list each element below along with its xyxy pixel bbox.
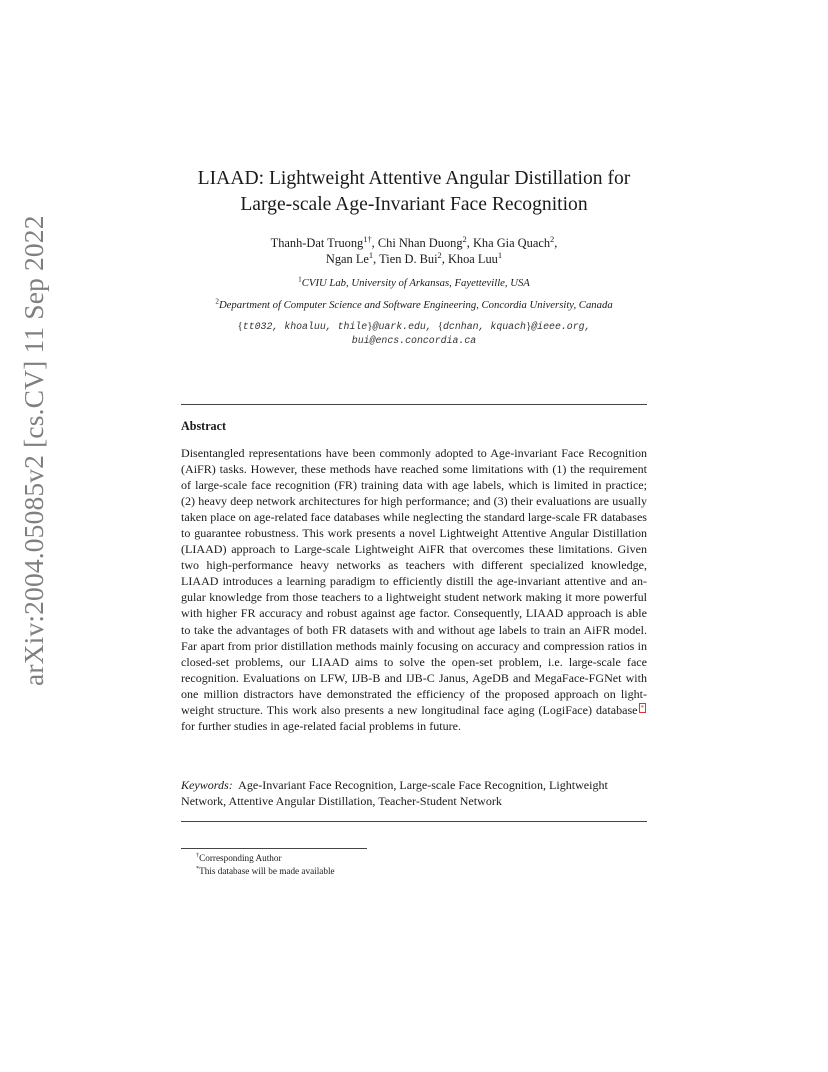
abstract-heading: Abstract: [181, 419, 227, 433]
abstract-text-end: for further studies in age-related facial problems in future.: [181, 718, 461, 733]
footnotes: [196, 852, 335, 878]
author-affil-mark: 2: [437, 249, 442, 260]
author-affil-mark: 2: [462, 233, 467, 244]
abstract-text: Disentangled representations have been commonly adopted to Age-invariant Face Recognition (AiFR) tasks. However, these methods have reached some limitations with (1) the requirement of large-scale face recognition (FR) training data with age labels, which is limited in practice; (2) heavy deep network architectures for high performance; and (3) their evaluations are usually taken place on age-related face databases while neglecting the standard large-scale FR databases to guarantee robustness. This work presents a novel Lightweight Attentive Angular Distillation (LIAAD) approach to Large-scale Lightweight AiFR that overcomes these limitations. Given two high-performance heavy networks as teachers with different specialized knowledge, LIAAD introduces a learning paradigm to efficiently distill the age-invariant attentive and angular knowledge from those teachers to a lightweight student network making it more powerful with higher FR accuracy and robust against age factor. Consequently, LIAAD approach is able to take the advantages of both FR datasets with and without age labels to train an AiFR model. Far apart from prior distillation methods mainly focusing on accuracy and compression ratios in closed-set problems, our LIAAD aims to solve the open-set problem, i.e. large-scale face recognition. Evaluations on LFW, IJB-B and IJB-C Janus, AgeDB and MegaFace-FGNet with one million distractors have demonstrated the efficiency of the proposed approach on light-weight structure. This work also presents a new longitudinal face aging (LogiFace) database: [181, 446, 647, 717]
author-affil-mark: 1: [497, 249, 503, 260]
footnote-1: [196, 852, 335, 865]
footnote-mark: †: [196, 851, 200, 859]
author-affil-mark: 2: [550, 233, 555, 244]
footnote-link[interactable]: *: [640, 703, 644, 712]
keywords-label: Keywords:: [181, 778, 233, 792]
keywords-text: Age-Invariant Face Recognition, Large-scale Face Recognition, Lightweight Network, Attentive Angular Distillation, Teacher-Student Network: [181, 778, 608, 808]
footnote-2: [196, 865, 335, 878]
affiliation-mark: 1: [298, 275, 302, 284]
author-affil-mark: 1: [368, 249, 374, 260]
affiliation-2: [60, 298, 768, 312]
email-group-2: dcnhan, kquach: [442, 321, 526, 332]
title-line-2: Large-scale Age-Invariant Face Recognition: [240, 194, 588, 215]
author-name: Khoa Luu: [447, 252, 498, 266]
author-name: Kha Gia Quach: [472, 236, 551, 250]
footnote-text: Corresponding Author: [199, 853, 282, 863]
abstract-bottom-rule: [181, 821, 647, 822]
footnote-mark: *: [196, 864, 200, 872]
email-group-1: tt032, khoaluu, thile: [242, 321, 368, 332]
email-line-2: bui@encs.concordia.ca: [351, 334, 477, 346]
title-line-1: LIAAD: Lightweight Attentive Angular Distillation for: [197, 168, 631, 189]
footnote-rule: [181, 848, 367, 849]
author-emails: {tt032, khoaluu, thile}@uark.edu, {dcnhan, kquach}@ieee.org, bui@encs.concordia.ca: [100, 320, 728, 347]
arxiv-identifier: arXiv:2004.05085v2 [cs.CV] 11 Sep 2022: [18, 215, 49, 686]
author-name: Tien D. Bui: [379, 252, 438, 266]
affiliation-text: Department of Computer Science and Software Engineering, Concordia University, Canada: [218, 299, 613, 311]
author-affil-mark: 1†: [363, 233, 372, 244]
author-list: Thanh-Dat Truong$^{1\dagger}$, Chi Nhan Duong$^2$, Kha Gia Quach$^2$, Ngan Le$^1$, Tien D. Bui$^2$, Khoa Luu$^1$: [270, 233, 558, 266]
email-domain-1: @uark.edu,: [372, 321, 438, 332]
footnote-text: This database will be made available: [199, 866, 335, 876]
author-name: Chi Nhan Duong: [377, 236, 463, 250]
email-domain-2: @ieee.org,: [531, 321, 591, 332]
paper-title: [100, 166, 728, 218]
author-name: Ngan Le: [325, 252, 369, 266]
abstract-body: [181, 445, 647, 734]
affiliation-mark: 2: [215, 297, 219, 306]
abstract-top-rule: [181, 404, 647, 405]
keywords: [181, 777, 647, 809]
affiliation-1: [60, 276, 768, 290]
author-name: Thanh-Dat Truong: [270, 236, 364, 250]
affiliation-text: CVIU Lab, University of Arkansas, Fayetteville, USA: [301, 277, 530, 289]
